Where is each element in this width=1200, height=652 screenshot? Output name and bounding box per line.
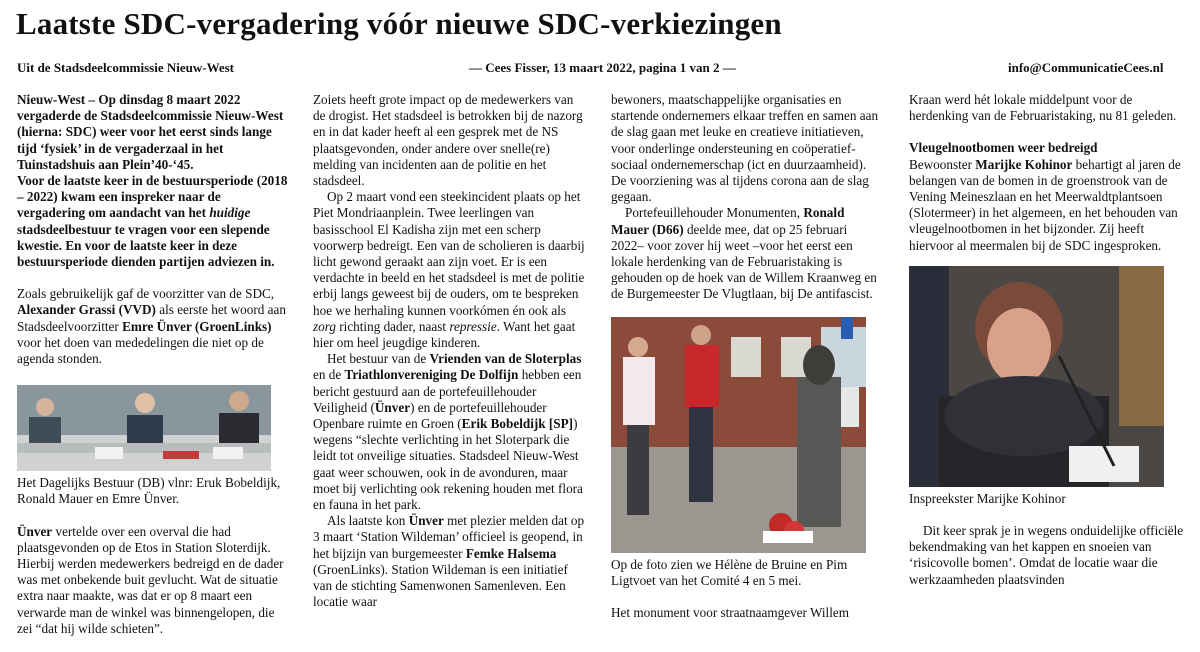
article-title: Laatste SDC-vergadering vóór nieuwe SDC-verkiezingen (16, 6, 782, 41)
paragraph: Zoiets heeft grote impact op de medewerkers van de drogist. Het stadsdeel is betrokken bij de nazorg en in dat kader heeft al een gesprek met de NS plaatsgevonden, onder andere over snelle(re) melding van incidenten aan de politie en het stadsdeel. (313, 92, 583, 189)
email-address: info@CommunicatieCees.nl (1008, 60, 1164, 75)
byline: — Cees Fisser, 13 maart 2022, pagina 1 van 2 — (469, 60, 736, 75)
paragraph: Het bestuur van de Vrienden van de Sloterplas en de Triathlonvereniging De Dolfijn hebben een bericht gestuurd aan de portefeuillehouder Veiligheid (Ünver) en de portefeuillehouder Openbare ruimte en Groen (Erik Bobeldijk [SP]) wegens “slechte verlichting in het Sloterpark die leidt tot onveilige situaties. Stadsdeel Nieuw-West gaat weer schouwen, ook in de avonduren, maar moet bij verlichting ook rekening houden met flora en fauna in het park. (313, 351, 583, 513)
column-2 (313, 92, 585, 611)
paragraph: Zoals gebruikelijk gaf de voorzitter van de SDC, Alexander Grassi (VVD) als eerste het woord aan Stadsdeelvoorzitter Emre Ünver (GroenLinks) voor het doen van mededelingen die niet op de agenda stonden. (17, 286, 286, 367)
paragraph: Ünver vertelde over een overval die had plaatsgevonden op de Etos in Station Sloterdijk. Hierbij werden medewerkers bedreigd en de dader was met onbekende buit gevlucht. Wat de situatie extra naar maakte, was dat er op 8 maart een verwarde man de winkel was binnengelopen, die zei “dat hij wilde schieten”. (17, 523, 284, 636)
monument-photo (611, 317, 866, 553)
photo-caption: Het Dagelijks Bestuur (DB) vlnr: Eruk Bobeldijk, Ronald Mauer en Emre Ünver. (17, 475, 281, 507)
paragraph: bewoners, maatschappelijke organisaties en startende ondernemers elkaar treffen en samen aan de slag gaan met leuke en creatieve initiatieven, voor onderlinge ondersteuning en coöperatief-sociaal ondernemerschap (ict en duurzaamheid). De voorziening was al tijdens corona aan de slag gegaan. (611, 92, 879, 205)
paragraph: Bewoonster Marijke Kohinor behartigt al jaren de belangen van de bomen in de groenstrook van de Vening Meineszlaan en het Meerwaldtplantsoen (Slotermeer) in het algemeen, en het behouden van vleugelnootbomen in het bijzonder. Zij heeft hiervoor al meermalen bij de SDC ingesproken. (909, 156, 1181, 253)
db-photo (17, 385, 271, 471)
column-3 (611, 92, 883, 621)
column-4 (909, 92, 1185, 588)
paragraph: Op 2 maart vond een steekincident plaats op het Piet Mondriaanplein. Twee leerlingen van basisschool El Kadisha zijn met een scherp voorwerp bedreigt. Een van de scholieren is daarbij licht gewond geraakt aan zijn voet. Er is een verdachte in beeld en het stadsdeel is met de politie erbij langs geweest bij de ouders, om te bespreken hoe we herhaling kunnen voorkómen én ook als zorg richting dader, naast repressie. Want het gaat hier om heel jeugdige kinderen. (313, 189, 585, 351)
intro-paragraph-2: Voor de laatste keer in de bestuursperiode (2018 – 2022) kwam een inspreker naar de vergadering om aandacht van het huidige stadsdeelbestuur te vragen voor een slepende kwestie. En voor de laatste keer in deze bestuursperiode dienden partijen adviezen in. (17, 173, 288, 270)
photo-caption: Inspreekster Marijke Kohinor (909, 490, 1066, 506)
section-heading: Vleugelnootbomen weer bedreigd (909, 140, 1098, 156)
paragraph: Portefeuillehouder Monumenten, Ronald Mauer (D66) deelde mee, dat op 25 februari 2022– voor zover hij weet –voor het eerst een lokale herdenking van de Februaristaking is gehouden op de hoek van de Willem Kraanweg en de Burgemeester De Vlugtlaan, bij De antifascist. (611, 205, 877, 302)
paragraph: Als laatste kon Ünver met plezier melden dat op 3 maart ‘Station Wildeman’ officieel is geopend, in het bijzijn van burgemeester Femke Halsema (GroenLinks). Station Wildeman is een initiatief van de stichting Samenwonen Samenleven. Een locatie waar (313, 513, 585, 610)
intro-paragraph-1: Nieuw-West – Op dinsdag 8 maart 2022 vergaderde de Stadsdeelcommissie Nieuw-West (hierna: SDC) weer voor het eerst sinds lange tijd ‘fysiek’ in de vergaderzaal in het Tuinstadshuis aan Plein’40-‘45. (17, 92, 284, 172)
column-1 (17, 92, 289, 637)
paragraph: Dit keer sprak je in wegens onduidelijke officiële bekendmaking van het kappen en snoeien van ‘risicovolle bomen’. Omdat de locatie waar die werkzaamheden plaatsvinden (909, 523, 1184, 587)
paragraph: Kraan werd hét lokale middelpunt voor de herdenking van de Februaristaking, nu 81 geleden. (909, 92, 1177, 124)
paragraph: Het monument voor straatnaamgever Willem (611, 605, 849, 621)
speaker-photo (909, 266, 1164, 487)
source-line: Uit de Stadsdeelcommissie Nieuw-West (17, 60, 235, 75)
photo-caption: Op de foto zien we Hélène de Bruine en Pim Ligtvoet van het Comité 4 en 5 mei. (611, 556, 848, 588)
